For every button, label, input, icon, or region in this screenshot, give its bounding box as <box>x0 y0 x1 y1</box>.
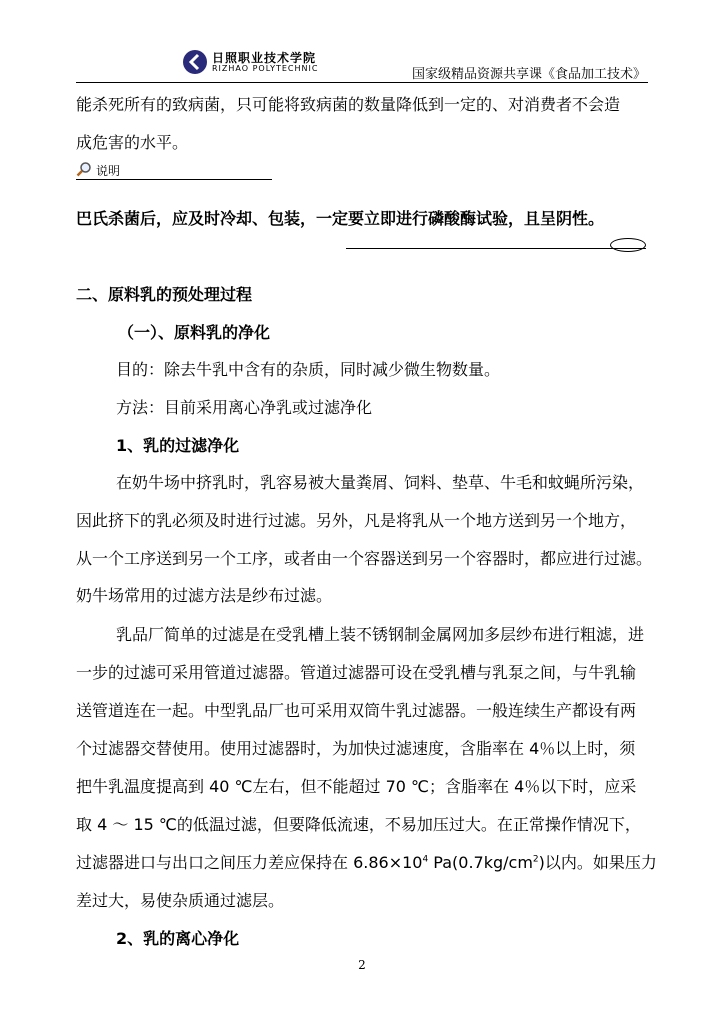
page-header <box>76 44 648 83</box>
para2-line-7 <box>76 850 657 873</box>
para2-line-6: 取 4 ～ 15 ℃的低温过滤，但要降低流速，不易加压过大。在正常操作情况下， <box>76 815 641 834</box>
para2-line-4: 个过滤器交替使用。使用过滤器时，为加快过滤速度，含脂率在 4％以上时，须 <box>76 739 636 758</box>
heading-filtration: 1、乳的过滤净化 <box>116 436 240 455</box>
para1-line-1: 在奶牛场中挤乳时，乳容易被大量粪屑、饲料、垫草、牛毛和蚊蝇所污染， <box>116 473 645 492</box>
page-number: 2 <box>358 958 366 972</box>
note-end-rule <box>346 248 646 249</box>
para2-line-5: 把牛乳温度提高到 40 ℃左右，但不能超过 70 ℃；含脂率在 4％以下时，应采 <box>76 777 637 796</box>
para2-line-2: 一步的过滤可采用管道过滤器。管道过滤器可设在受乳槽与乳泵之间，与牛乳输 <box>76 663 637 682</box>
para1-line-4: 奶牛场常用的过滤方法是纱布过滤。 <box>76 586 333 605</box>
para2-line-1: 乳品厂简单的过滤是在受乳槽上装不锈钢制金属网加多层纱布进行粗滤，进 <box>116 625 645 644</box>
pressure-exponent: 4 <box>422 854 429 865</box>
purpose-text: 目的：除去牛乳中含有的杂质，同时减少微生物数量。 <box>116 360 501 379</box>
school-name-en: RIZHAO POLYTECHNIC <box>212 64 319 73</box>
course-title: 国家级精品资源共享课《食品加工技术》 <box>411 67 646 82</box>
note-end-oval <box>610 238 646 252</box>
magnifier-icon <box>76 161 92 177</box>
note-label: 说明 <box>96 164 121 178</box>
pressure-text-mid: Pa(0.7kg/cm <box>428 853 533 872</box>
pressure-text-post: )以内。如果压力 <box>538 853 657 872</box>
para2-line-8: 差过大，易使杂质通过滤层。 <box>76 891 285 910</box>
section-title: 二、原料乳的预处理过程 <box>76 285 253 304</box>
para1-line-3: 从一个工序送到另一个工序，或者由一个容器送到另一个容器时，都应进行过滤。 <box>76 549 653 568</box>
pressure-text-pre: 过滤器进口与出口之间压力差应保持在 6.86×10 <box>76 853 423 872</box>
school-emblem-icon <box>182 49 208 75</box>
area-exponent: 2 <box>532 854 539 865</box>
method-text: 方法：目前采用离心净乳或过滤净化 <box>116 398 373 417</box>
heading-centrifugal: 2、乳的离心净化 <box>116 929 240 948</box>
intro-line-1: 能杀死所有的致病菌，只可能将致病菌的数量降低到一定的、对消费者不会造 <box>76 95 621 114</box>
subsection-title: （一）、原料乳的净化 <box>118 323 271 342</box>
school-logo <box>182 47 342 77</box>
note-text: 巴氏杀菌后，应及时冷却、包装，一定要立即进行磷酸酶试验，且呈阴性。 <box>76 209 605 228</box>
intro-line-2: 成危害的水平。 <box>76 133 189 152</box>
para2-line-3: 送管道连在一起。中型乳品厂也可采用双筒牛乳过滤器。一般连续生产都设有两 <box>76 701 637 720</box>
school-name-cn: 日照职业技术学院 <box>212 51 317 65</box>
para1-line-2: 因此挤下的乳必须及时进行过滤。另外，凡是将乳从一个地方送到另一个地方， <box>76 511 637 530</box>
note-heading <box>76 161 272 180</box>
